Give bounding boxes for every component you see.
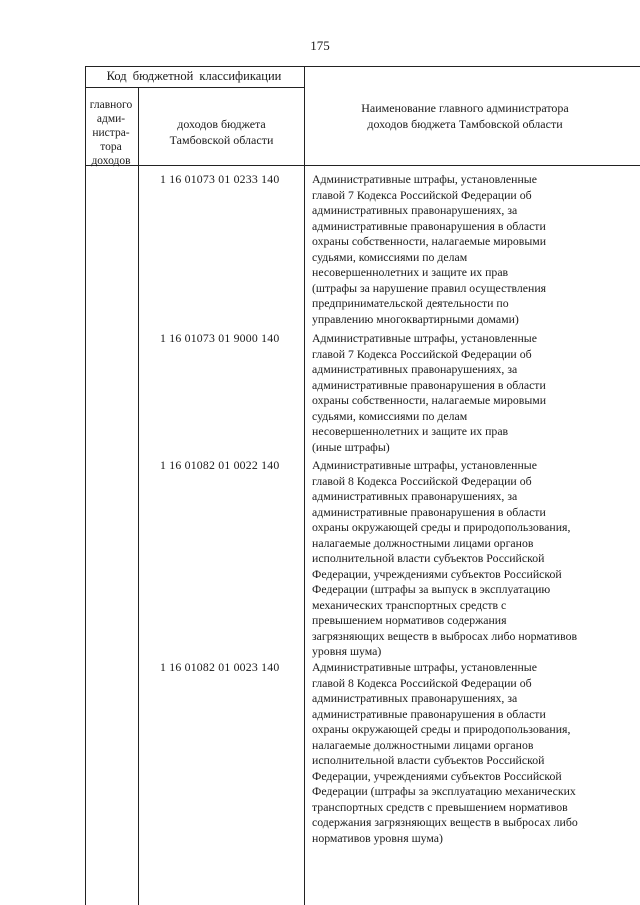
row-code: 1 16 01082 01 0022 140 <box>160 458 280 472</box>
row-description: Административные штрафы, установленные главой 7 Кодекса Российской Федерации об административных правонарушениях, за административные правонарушения в области охраны собственности, налагаемые мировыми судьями, комиссиями по делам несовершеннолетних и защите их прав (иные штрафы) <box>312 331 547 454</box>
header-code-divider <box>85 87 304 88</box>
row-description: Административные штрафы, установленные главой 8 Кодекса Российской Федерации об административных правонарушениях, за административные правонарушения в области охраны окружающей среды и природопользования, налагаемые должностными лицами органов исполнительной власти субъектов Российской Федерации, учреждениями субъектов Российской Федерации (штрафы за выпуск в эксплуатацию механических транспортных средств с превышением нормативов содержания загрязняющих веществ в выбросах либо нормативов уровня шума) <box>312 458 578 658</box>
header-admin-column: главного адми- нистра- тора доходов <box>89 99 133 167</box>
table-left-border <box>85 66 86 905</box>
row-code: 1 16 01082 01 0023 140 <box>160 660 280 674</box>
row-description: Административные штрафы, установленные главой 8 Кодекса Российской Федерации об административных правонарушениях, за административные правонарушения в области охраны окружающей среды и природопользования, налагаемые должностными лицами органов исполнительной власти субъектов Российской Федерации, учреждениями субъектов Российской Федерации (штрафы за эксплуатацию механических транспортных средств с превышением нормативов содержания загрязняющих веществ в выбросах либо нормативов уровня шума) <box>312 660 578 845</box>
col-divider-income <box>304 66 305 905</box>
header-name-column: Наименование главного администратора доходов бюджета Тамбовской области <box>361 101 569 131</box>
header-income-column: доходов бюджета Тамбовской области <box>169 117 274 147</box>
row-code: 1 16 01073 01 9000 140 <box>160 331 280 345</box>
page-number: 175 <box>310 38 330 53</box>
col-divider-admin <box>138 87 139 905</box>
table-top-border <box>85 66 640 67</box>
header-code-classification: Код бюджетной классификации <box>106 69 282 83</box>
row-description: Административные штрафы, установленные главой 7 Кодекса Российской Федерации об административных правонарушениях, за административные правонарушения в области охраны собственности, налагаемые мировыми судьями, комиссиями по делам несовершеннолетних и защите их прав (штрафы за нарушение правил осуществления предпринимательской деятельности по управлению многоквартирными домами) <box>312 172 547 326</box>
row-code: 1 16 01073 01 0233 140 <box>160 172 280 186</box>
budget-classification-table <box>85 66 640 905</box>
header-bottom-border <box>85 165 640 166</box>
